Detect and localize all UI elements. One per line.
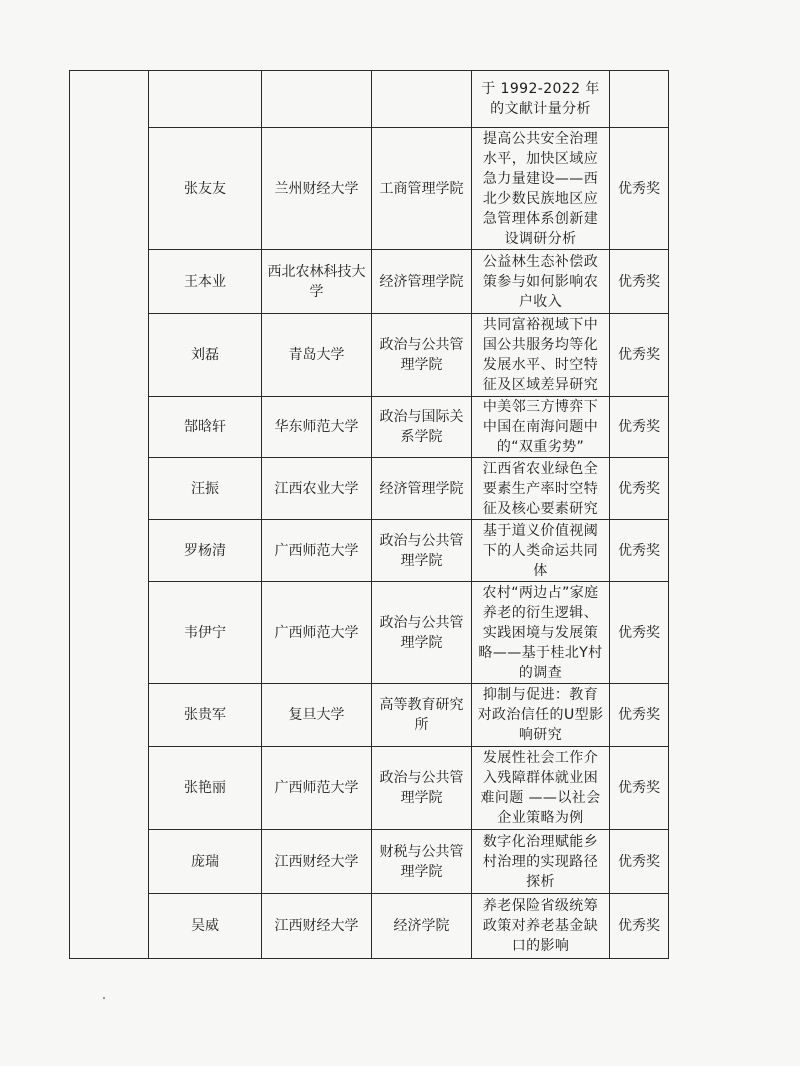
- name-cell: 吴威: [149, 894, 262, 959]
- university-cell: 青岛大学: [262, 314, 372, 397]
- table-row: [70, 250, 669, 314]
- title-cell: 于 1992-2022 年的文献计量分析: [472, 71, 610, 128]
- name-cell: 汪振: [149, 458, 262, 520]
- table-row: [70, 458, 669, 520]
- award-cell: 优秀奖: [610, 250, 669, 314]
- award-cell: 优秀奖: [610, 582, 669, 684]
- title-cell: 抑制与促进：教育对政治信任的U型影响研究: [472, 684, 610, 747]
- college-cell: 经济管理学院: [372, 458, 472, 520]
- title-cell: 数字化治理赋能乡村治理的实现路径探析: [472, 830, 610, 894]
- group-cell: [70, 71, 149, 959]
- award-cell: 优秀奖: [610, 830, 669, 894]
- university-cell: 广西师范大学: [262, 520, 372, 582]
- college-cell: 工商管理学院: [372, 128, 472, 250]
- award-cell: 优秀奖: [610, 894, 669, 959]
- university-cell: 华东师范大学: [262, 397, 372, 458]
- table-row: [70, 397, 669, 458]
- title-cell: 基于道义价值视阈下的人类命运共同体: [472, 520, 610, 582]
- university-cell: 江西农业大学: [262, 458, 372, 520]
- title-cell: 江西省农业绿色全要素生产率时空特征及核心要素研究: [472, 458, 610, 520]
- college-cell: 政治与公共管理学院: [372, 747, 472, 830]
- table-row: [70, 894, 669, 959]
- title-cell: 发展性社会工作介入残障群体就业困难问题 ——以社会企业策略为例: [472, 747, 610, 830]
- university-cell: 广西师范大学: [262, 747, 372, 830]
- college-cell: 政治与公共管理学院: [372, 520, 472, 582]
- college-cell: 政治与公共管理学院: [372, 582, 472, 684]
- award-table: [69, 70, 669, 959]
- college-cell: [372, 71, 472, 128]
- title-cell: 中美邻三方博弈下中国在南海问题中的“双重劣势”: [472, 397, 610, 458]
- university-cell: 兰州财经大学: [262, 128, 372, 250]
- title-cell: 公益林生态补偿政策参与如何影响农户收入: [472, 250, 610, 314]
- name-cell: 张贵军: [149, 684, 262, 747]
- college-cell: 高等教育研究所: [372, 684, 472, 747]
- award-cell: 优秀奖: [610, 397, 669, 458]
- table-row: [70, 128, 669, 250]
- college-cell: 经济管理学院: [372, 250, 472, 314]
- name-cell: 庞瑞: [149, 830, 262, 894]
- title-cell: 共同富裕视域下中国公共服务均等化发展水平、时空特征及区域差异研究: [472, 314, 610, 397]
- name-cell: [149, 71, 262, 128]
- table-row: [70, 71, 669, 128]
- table-row: [70, 520, 669, 582]
- college-cell: 财税与公共管理学院: [372, 830, 472, 894]
- award-cell: 优秀奖: [610, 458, 669, 520]
- title-cell: 养老保险省级统筹政策对养老基金缺口的影响: [472, 894, 610, 959]
- name-cell: 韦伊宁: [149, 582, 262, 684]
- table-row: [70, 684, 669, 747]
- university-cell: 复旦大学: [262, 684, 372, 747]
- title-cell: 农村“两边占”家庭养老的衍生逻辑、实践困境与发展策略——基于桂北Y村的调查: [472, 582, 610, 684]
- table-row: [70, 314, 669, 397]
- scan-speck: [103, 997, 105, 999]
- name-cell: 罗杨清: [149, 520, 262, 582]
- table-row: [70, 582, 669, 684]
- university-cell: [262, 71, 372, 128]
- college-cell: 政治与公共管理学院: [372, 314, 472, 397]
- college-cell: 经济学院: [372, 894, 472, 959]
- table-row: [70, 830, 669, 894]
- award-cell: 优秀奖: [610, 128, 669, 250]
- award-cell: [610, 71, 669, 128]
- award-cell: 优秀奖: [610, 684, 669, 747]
- university-cell: 西北农林科技大学: [262, 250, 372, 314]
- university-cell: 江西财经大学: [262, 830, 372, 894]
- university-cell: 广西师范大学: [262, 582, 372, 684]
- university-cell: 江西财经大学: [262, 894, 372, 959]
- title-cell: 提高公共安全治理水平，加快区域应急力量建设——西北少数民族地区应急管理体系创新建设调研分析: [472, 128, 610, 250]
- name-cell: 张友友: [149, 128, 262, 250]
- name-cell: 张艳丽: [149, 747, 262, 830]
- table-row: [70, 747, 669, 830]
- name-cell: 郜晗轩: [149, 397, 262, 458]
- award-cell: 优秀奖: [610, 747, 669, 830]
- college-cell: 政治与国际关系学院: [372, 397, 472, 458]
- award-cell: 优秀奖: [610, 314, 669, 397]
- award-cell: 优秀奖: [610, 520, 669, 582]
- name-cell: 王本业: [149, 250, 262, 314]
- name-cell: 刘磊: [149, 314, 262, 397]
